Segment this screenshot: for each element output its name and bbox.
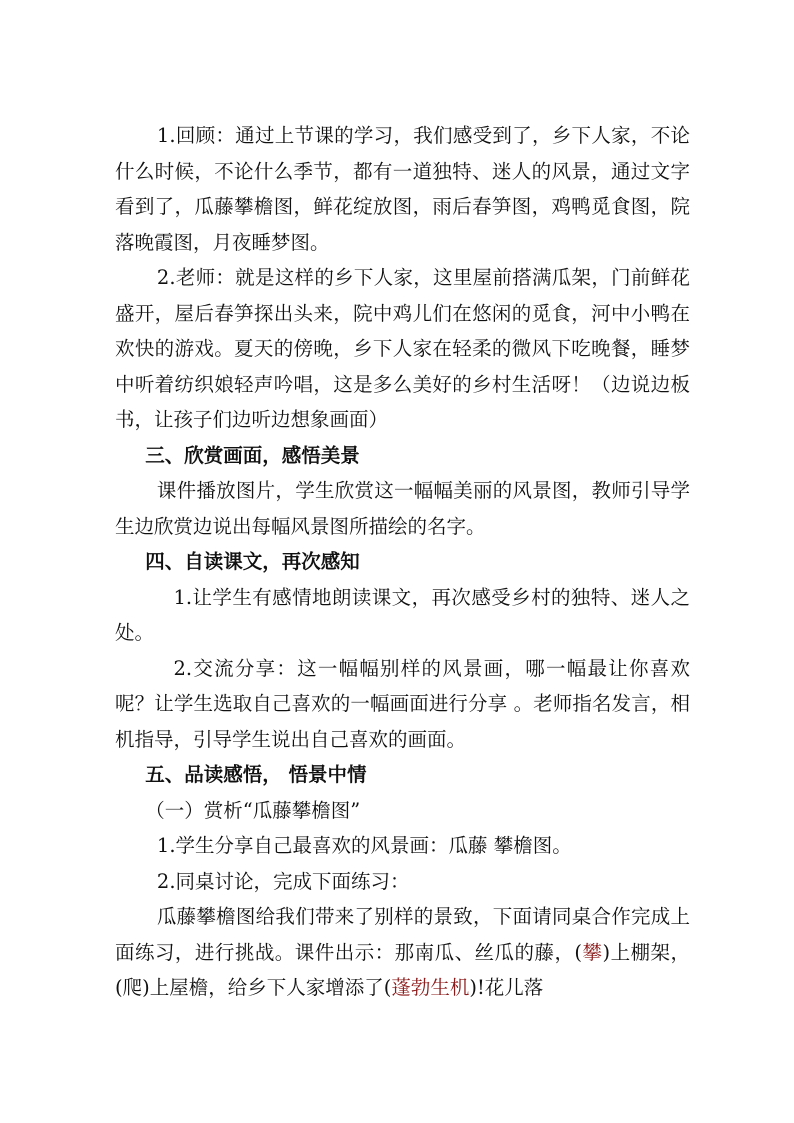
subheading-1: （一）赏析“瓜藤攀檐图”: [145, 798, 361, 822]
exercise-text-c: )!花儿落: [469, 976, 544, 999]
document-body: [115, 118, 690, 1006]
paragraph-read-aloud: 1.让学生有感情地朗读课文，再次感受乡村的独特、迷人之处。: [115, 585, 690, 644]
paragraph-review: 1.回顾：通过上节课的学习，我们感受到了，乡下人家，不论什么时候，不论什么季节，都有一道独特、迷人的风景，通过文字看到了，瓜藤攀檐图，鲜花绽放图，雨后春笋图，鸡鸭觅食图，院落晚霞图，月夜睡梦图。: [115, 124, 690, 254]
paragraph-favorite: 1.学生分享自己最喜欢的风景画：瓜藤 攀檐图。: [156, 834, 572, 857]
paragraph-share: 2.交流分享：这一幅幅别样的风景画，哪一幅最让你喜欢呢？让学生选取自己喜欢的一幅画面进行分享 。老师指名发言，相机指导，引导学生说出自己喜欢的画面。: [115, 656, 690, 751]
exercise-text-a: 瓜藤攀檐图给我们带来了别样的景致，下面请同桌合作完成上面练习，进行挑战。课件出示：那南瓜、丝瓜的藤，(: [115, 905, 690, 964]
paragraph-discuss: 2.同桌讨论，完成下面练习：: [156, 869, 410, 893]
exercise-text-b: )上棚架，(爬)上屋檐，给乡下人家增添了(: [115, 940, 690, 999]
exercise-fill-1: 攀: [582, 940, 603, 964]
paragraph-teacher: 2.老师：就是这样的乡下人家，这里屋前搭满瓜架，门前鲜花盛开，屋后春笋探出头来，院中鸡儿们在悠闲的觅食，河中小鸭在欢快的游戏。夏天的傍晚，乡下人家在轻柔的微风下吃晚餐，睡梦中听着纺织娘轻声吟唱，这是多么美好的乡村生活呀！（边说边板书，让孩子们边听边想象画面）: [115, 266, 690, 431]
paragraph-exercise: [115, 899, 690, 1006]
section-heading-5: 五、品读感悟， 悟景中情: [145, 763, 367, 786]
exercise-fill-2: 蓬勃生机: [391, 976, 470, 999]
section-heading-4: 四、自读课文，再次感知: [145, 550, 360, 573]
section-heading-3: 三、欣赏画面，感悟美景: [145, 443, 360, 467]
paragraph-appreciate: 课件播放图片，学生欣赏这一幅幅美丽的风景图，教师引导学生边欣赏边说出每幅风景图所描绘的名字。: [115, 479, 690, 538]
